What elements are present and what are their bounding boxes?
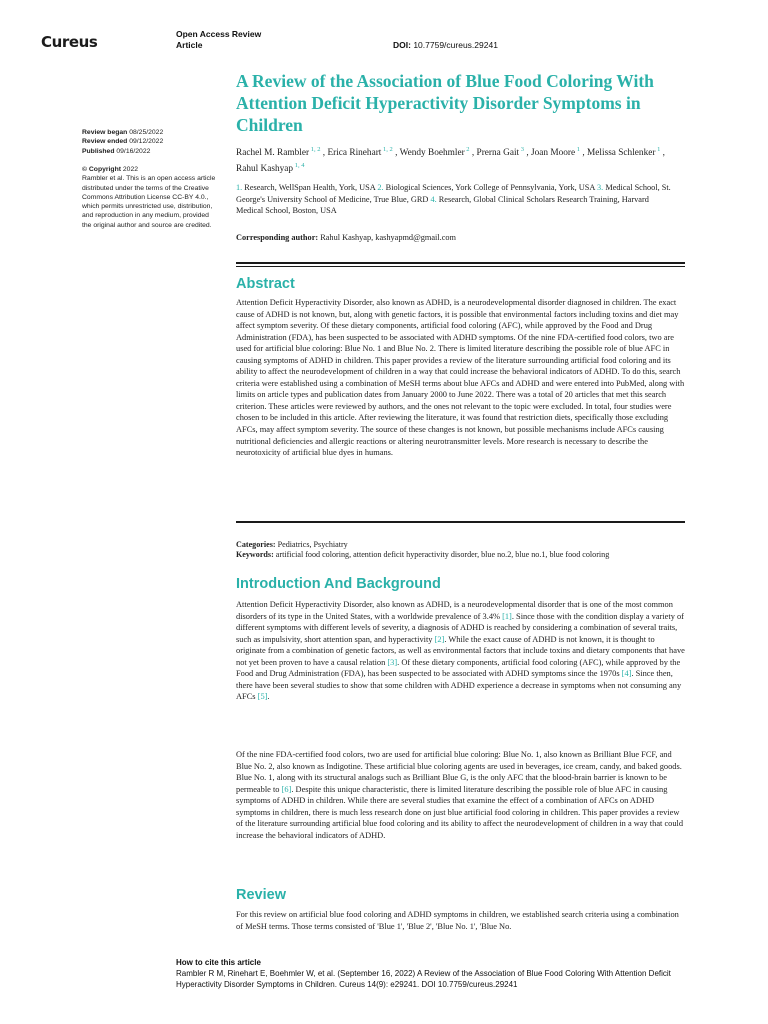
- author-list: [236, 144, 666, 175]
- author-separator: ,: [580, 148, 588, 159]
- review-heading: Review: [236, 887, 286, 903]
- article-type-line2: Article: [176, 40, 203, 50]
- abstract-text: Attention Deficit Hyperactivity Disorder, also known as ADHD, is a neurodevelopmental disorder diagnosed in children. The exact cause of ADHD is not known, but, along with genetic factors, it is possible that environmental factors including toxins and diet may affect symptom severity. Of these dietary components, artificial food coloring (AFC), while approved by the Food and Drug Administration (FDA), has been suspected to be associated with ADHD symptoms. Of the nine FDA-certified food colors, two are used for artificial blue coloring: Blue No. 1 and Blue No. 2. There is limited literature describing the possible role of blue AFC in causing symptoms of ADHD in children. This paper provides a review of the literature surrounding artificial food coloring and its ability to affect the neurodevelopment of children in a way that could increase the behavioral indicators of ADHD. To do this, search criteria were established using a combination of MeSH terms about blue AFCs and ADHD and were entered into PubMed, along with limits on article types and publication dates from January 2000 to June 2022. There was a total of 20 articles that met this search criterion. These articles were reviewed by authors, and the ones not relevant to the topic were excluded. In total, four studies were chosen to be included in this article. After reviewing the literature, it was found that restriction diets, specifically those excluding AFCs, may affect symptom severity. The source of these changes is not known, but possible mechanisms include AFCs causing nutritional deficiencies and allergic reactions or altering neurotransmitter levels. More research is necessary to describe the neurotoxicity of artificial blue dyes in humans.: [236, 298, 685, 458]
- author: [236, 148, 327, 158]
- author-name[interactable]: Joan Moore: [531, 148, 576, 159]
- author-affiliation-ref: 1: [575, 146, 581, 153]
- corresponding-author: [236, 233, 676, 242]
- abstract-top-rule-thin: [236, 266, 685, 267]
- introduction-paragraph-2: [236, 749, 686, 841]
- categories-value: Pediatrics, Psychiatry: [277, 540, 348, 549]
- author-separator: ,: [320, 148, 328, 159]
- author-separator: ,: [660, 148, 665, 159]
- affiliation-number: 2.: [377, 183, 386, 192]
- author-affiliation-ref: 2: [464, 146, 470, 153]
- author-affiliation-ref: 1, 2: [309, 146, 321, 153]
- corresponding-value[interactable]: Rahul Kashyap, kashyapmd@gmail.com: [320, 233, 456, 242]
- review-ended-label: Review ended: [82, 138, 128, 146]
- author: [587, 148, 665, 158]
- corresponding-label: Corresponding author:: [236, 233, 319, 242]
- affiliation-text: Biological Sciences, York College of Pennsylvania, York, USA: [385, 183, 598, 192]
- author-name[interactable]: Melissa Schlenker: [587, 148, 656, 159]
- paragraph-text: . Since those with the condition display a variety of different symptoms with different levels of severity, a diagnosis of ADHD is reached by considering a combination of several traits, such as impulsivity, short attention span, and hyperactivity: [236, 611, 684, 644]
- reference-link[interactable]: [6]: [281, 784, 292, 794]
- categories-label: Categories:: [236, 540, 276, 549]
- citation-heading: How to cite this article: [176, 958, 261, 967]
- copyright-year: 2022: [122, 166, 139, 173]
- review-text: For this review on artificial blue food coloring and ADHD symptoms in children, we established search criteria using a combination of MeSH terms. Those terms consisted of 'Blue 1', 'Blue 2', 'Blue No. 1', 'Blue No.: [236, 910, 679, 931]
- reference-link[interactable]: [5]: [257, 692, 268, 702]
- journal-logo: Cureus: [41, 33, 98, 51]
- doi: [393, 40, 498, 50]
- author-name[interactable]: Prerna Gait: [476, 148, 520, 159]
- author-affiliation-ref: 3: [519, 146, 525, 153]
- keywords-label: Keywords:: [236, 550, 274, 559]
- paragraph-text: . Despite this unique characteristic, there is limited literature describing the possible role of blue AFC in causing symptoms of ADHD in children. While there are several studies that examine the effect of a combination of AFCs on ADHD symptoms in children, there is much less research done on just blue artificial food coloring in children. This paper provides a review of the literature surrounding artificial blue food coloring and its ability to affect the neurodevelopment of children in a way that could increase the behavioral indicators of ADHD.: [236, 784, 684, 840]
- paragraph-text: . Since then, there have been several studies to show that some children with ADHD experience a decrease in symptoms when not consuming any AFCs: [236, 669, 682, 702]
- author: [477, 148, 531, 158]
- author-name[interactable]: Erica Rinehart: [327, 148, 382, 159]
- review-ended-date: 09/12/2022: [129, 138, 164, 146]
- affiliation-number: 4.: [430, 194, 439, 204]
- article-title: A Review of the Association of Blue Food Coloring With Attention Deficit Hyperactivity Disorder Symptoms in Children: [236, 71, 654, 135]
- author-affiliation-ref: 1, 4: [293, 161, 305, 169]
- reference-link[interactable]: [1]: [502, 611, 512, 621]
- affiliation-number: 3.: [597, 183, 606, 192]
- paragraph-text: Of the nine FDA-certified food colors, two are used for artificial blue coloring: Blue No. 1, also known as Brilliant Blue FCF, and Blue No. 2, also known as Indigotine. These artificial blue coloring agents are used in beverages, ice cream, candy, and baked goods. Blue No. 1, along with its structural analogs such as Brilliant Blue G, is the only AFC that the blood-brain barrier is known to be permeable to: [236, 750, 682, 794]
- introduction-paragraph-1: [236, 599, 686, 703]
- author-affiliation-ref: 1: [655, 146, 661, 153]
- author-affiliation-ref: 1, 2: [381, 146, 393, 153]
- copyright-label: © Copyright: [82, 166, 121, 173]
- affiliation-number: 1.: [236, 183, 245, 192]
- author-separator: ,: [392, 148, 400, 159]
- author-separator: ,: [469, 148, 477, 159]
- doi-label: DOI:: [393, 40, 411, 50]
- published-date: 09/16/2022: [116, 147, 151, 155]
- keywords-value: artificial food coloring, attention deficit hyperactivity disorder, blue no.2, blue no.1, blue food coloring: [275, 550, 610, 559]
- affiliation-text: Research, WellSpan Health, York, USA: [244, 183, 378, 192]
- author-name[interactable]: Wendy Boehmler: [399, 148, 465, 159]
- author: [400, 148, 477, 158]
- author: [236, 161, 305, 174]
- review-began-label: Review began: [82, 129, 128, 136]
- paragraph-text: .: [267, 692, 270, 702]
- abstract-bottom-rule: [236, 521, 685, 523]
- introduction-heading: Introduction And Background: [236, 576, 441, 592]
- abstract-heading: Abstract: [236, 276, 295, 292]
- paragraph-text: Attention Deficit Hyperactivity Disorder, also known as ADHD, is a neurodevelopmental disorder that is one of the most common disorders of its type in the United States, with a worldwide prevalence of 3.4%: [236, 600, 673, 621]
- reference-link[interactable]: [4]: [621, 669, 632, 679]
- doi-value[interactable]: 10.7759/cureus.29241: [413, 40, 498, 50]
- author: [327, 148, 399, 158]
- article-type: [176, 29, 261, 51]
- article-type-line1: Open Access Review: [176, 29, 262, 39]
- affiliations: [236, 182, 676, 217]
- review-dates: [82, 128, 222, 156]
- author-name[interactable]: Rahul Kashyap: [236, 163, 294, 174]
- abstract-top-rule: [236, 262, 685, 264]
- citation-text: Rambler R M, Rinehart E, Boehmler W, et al. (September 16, 2022) A Review of the Association of Blue Food Coloring With Attention Deficit Hyperactivity Disorder Symptoms in Children. Cureus 14(9): e29241. DOI 10.7759/cureus.29241: [176, 969, 671, 990]
- author-separator: ,: [524, 148, 531, 159]
- author-name[interactable]: Rachel M. Rambler: [236, 148, 310, 159]
- review-began-date: 08/25/2022: [129, 129, 164, 136]
- author: [531, 148, 587, 158]
- keywords: [236, 549, 686, 560]
- reference-link[interactable]: [3]: [387, 657, 398, 667]
- published-label: Published: [82, 147, 115, 155]
- license-text: Rambler et al. This is an open access article distributed under the terms of the Creative Commons Attribution License CC-BY 4.0., which permits unrestricted use, distribution, and reproduction in any medium, provided the original author and source are credited.: [82, 175, 216, 229]
- affiliation-text: Research, Global Clinical Scholars Research Training, Harvard Medical School, Boston, USA: [236, 194, 649, 215]
- reference-link[interactable]: [2]: [434, 634, 445, 644]
- copyright-block: [82, 165, 217, 230]
- paragraph-text: . Of these dietary components, artificial food coloring (AFC), while approved by the Food and Drug Administration (FDA), has been suspected to be associated with ADHD symptoms since the 1970s: [236, 657, 681, 679]
- paragraph-text: . While the exact cause of ADHD is not known, it is thought to originate from a combination of genetic factors, as well as environmental factors that include toxins and dietary components that have not yet been proven to have a causal relation: [236, 634, 685, 667]
- affiliation-text: Medical School, St. George's University School of Medicine, True Blue, GRD: [236, 183, 671, 204]
